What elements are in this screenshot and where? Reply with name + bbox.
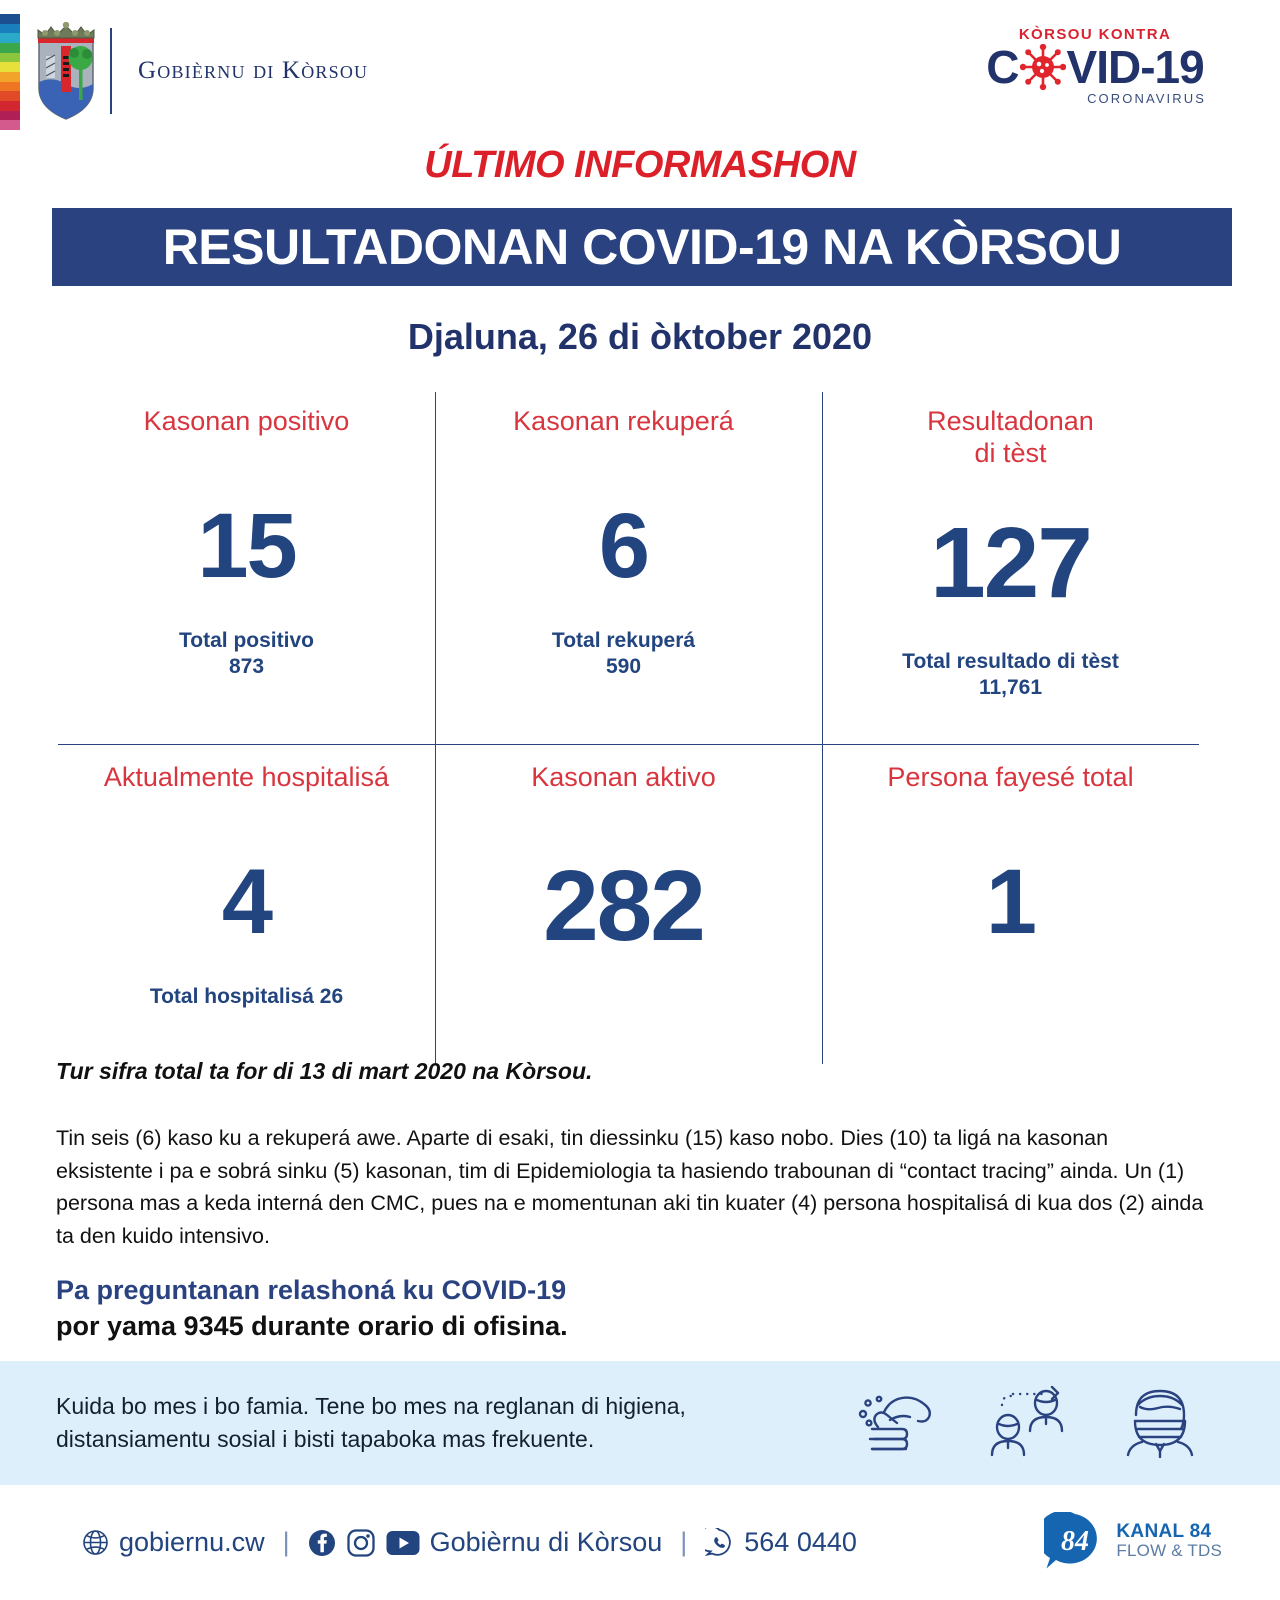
- stat-card-currently-hospitalized: [58, 762, 435, 1010]
- stat-value: 15: [197, 494, 296, 597]
- header-divider: [110, 28, 112, 114]
- youtube-icon[interactable]: [386, 1530, 420, 1556]
- instagram-icon[interactable]: [347, 1529, 375, 1557]
- stat-sublabel: Total resultado di tèst: [902, 650, 1119, 674]
- stat-label: Kasonan rekuperá: [513, 406, 734, 436]
- facebook-icon[interactable]: [308, 1529, 336, 1557]
- whatsapp-icon[interactable]: [705, 1528, 734, 1557]
- contact-block: [56, 1272, 1206, 1345]
- stat-card-recovered-cases: [435, 406, 812, 680]
- stat-value: 127: [930, 507, 1091, 620]
- stat-value: 4: [221, 850, 272, 953]
- face-mask-icon: [1118, 1381, 1202, 1459]
- kanal84-text: [1116, 1522, 1222, 1560]
- stat-card-test-results: [822, 406, 1199, 702]
- social-handle[interactable]: Gobièrnu di Kòrsou: [429, 1527, 663, 1557]
- stat-card-deaths: [822, 762, 1199, 953]
- covid-logo-kontra: KÒRSOU KONTRA: [1018, 26, 1172, 43]
- statistics-grid: [58, 392, 1222, 1064]
- kanal84-badge-icon: [1044, 1512, 1106, 1570]
- page-footer: [0, 1485, 1280, 1600]
- kanal84-logo[interactable]: [1044, 1512, 1222, 1570]
- stat-subvalue: 873: [228, 654, 265, 678]
- covid-logo-subtitle: CORONAVIRUS: [1087, 91, 1206, 106]
- covid-logo-wordmark: [980, 41, 1210, 93]
- stat-sublabel: Total positivo: [179, 628, 314, 652]
- main-title-bar: [52, 208, 1232, 286]
- government-name: Gobièrnu di Kòrsou: [138, 57, 369, 84]
- whatsapp-number[interactable]: 564 0440: [744, 1527, 857, 1557]
- footer-separator-2: |: [680, 1527, 688, 1557]
- stat-value: 282: [543, 849, 704, 962]
- handwash-icon: [854, 1381, 946, 1459]
- covid-logo-c: C: [986, 41, 1019, 93]
- stat-card-positive-cases: [58, 406, 435, 680]
- stat-value: 1: [985, 850, 1036, 953]
- stat-sublabel: Total hospitalisá 26: [149, 984, 344, 1008]
- stat-value: 6: [598, 494, 649, 597]
- contact-phone-line: por yama 9345 durante orario di ofisina.: [56, 1311, 568, 1342]
- footer-links: [82, 1527, 857, 1558]
- stat-label: Kasonan positivo: [143, 406, 350, 436]
- grid-horizontal-divider: [58, 744, 1199, 745]
- stat-label: Persona fayesé total: [887, 762, 1134, 792]
- summary-paragraph: Tin seis (6) kaso ku a rekuperá awe. Aparte di esaki, tin diessinku (15) kaso nobo. Dies (10) ta ligá na kasonan eksistente i pa e sobrá sinku (5) kasonan, tim di Epidemiologia ta hasiendo trabounan di “contact tracing” ainda. Un (1) persona mas a keda interná den CMC, pues na e momentunan aki tin kuater (4) persona hospitalisá di kua dos (2) ainda ta den kuido intensivo.: [56, 1126, 1204, 1249]
- contact-question-line: Pa preguntanan relashoná ku COVID-19: [56, 1275, 567, 1305]
- kanal84-subtitle: FLOW & TDS: [1116, 1541, 1222, 1561]
- hygiene-text: [56, 1390, 686, 1455]
- virus-icon: [1020, 44, 1066, 90]
- report-date: Djaluna, 26 di òktober 2020: [407, 316, 873, 357]
- stat-label: Aktualmente hospitalisá: [103, 762, 390, 792]
- page-header: [0, 0, 1280, 140]
- social-distancing-icon: [982, 1381, 1082, 1459]
- coat-of-arms-icon: [33, 22, 99, 122]
- totals-note: Tur sifra total ta for di 13 di mart 2020 na Kòrsou.: [56, 1058, 593, 1084]
- stat-card-active-cases: [435, 762, 812, 962]
- covid-logo-vid19: VID-19: [1066, 41, 1204, 93]
- page-title: RESULTADONAN COVID-19 NA KÒRSOU: [162, 219, 1122, 275]
- website-link[interactable]: gobiernu.cw: [119, 1527, 265, 1557]
- social-icon-group: [308, 1529, 420, 1557]
- kanal84-title: KANAL 84: [1116, 1521, 1212, 1543]
- stat-label-line2: di tèst: [974, 437, 1047, 468]
- stat-sublabel: Total rekuperá: [551, 628, 696, 652]
- svg-text:84: 84: [1061, 1526, 1090, 1557]
- covid19-logo: [980, 26, 1210, 106]
- stat-subvalue: 590: [605, 654, 642, 678]
- globe-icon[interactable]: [82, 1529, 109, 1556]
- stat-subvalue: 11,761: [978, 676, 1043, 700]
- stat-label: Kasonan aktivo: [531, 762, 716, 792]
- hygiene-text-line1: Kuida bo mes i bo famia. Tene bo mes na reglanan di higiena,: [56, 1393, 686, 1420]
- hygiene-advice-bar: [0, 1361, 1280, 1485]
- stat-label-line1: Resultadonan: [927, 406, 1094, 436]
- hygiene-text-line2: distansiamentu sosial i bisti tapaboka mas frekuente.: [56, 1426, 595, 1452]
- footer-separator-1: |: [282, 1527, 290, 1557]
- hygiene-icon-group: [854, 1381, 1202, 1459]
- kicker-title: ÚLTIMO INFORMASHON: [424, 144, 856, 186]
